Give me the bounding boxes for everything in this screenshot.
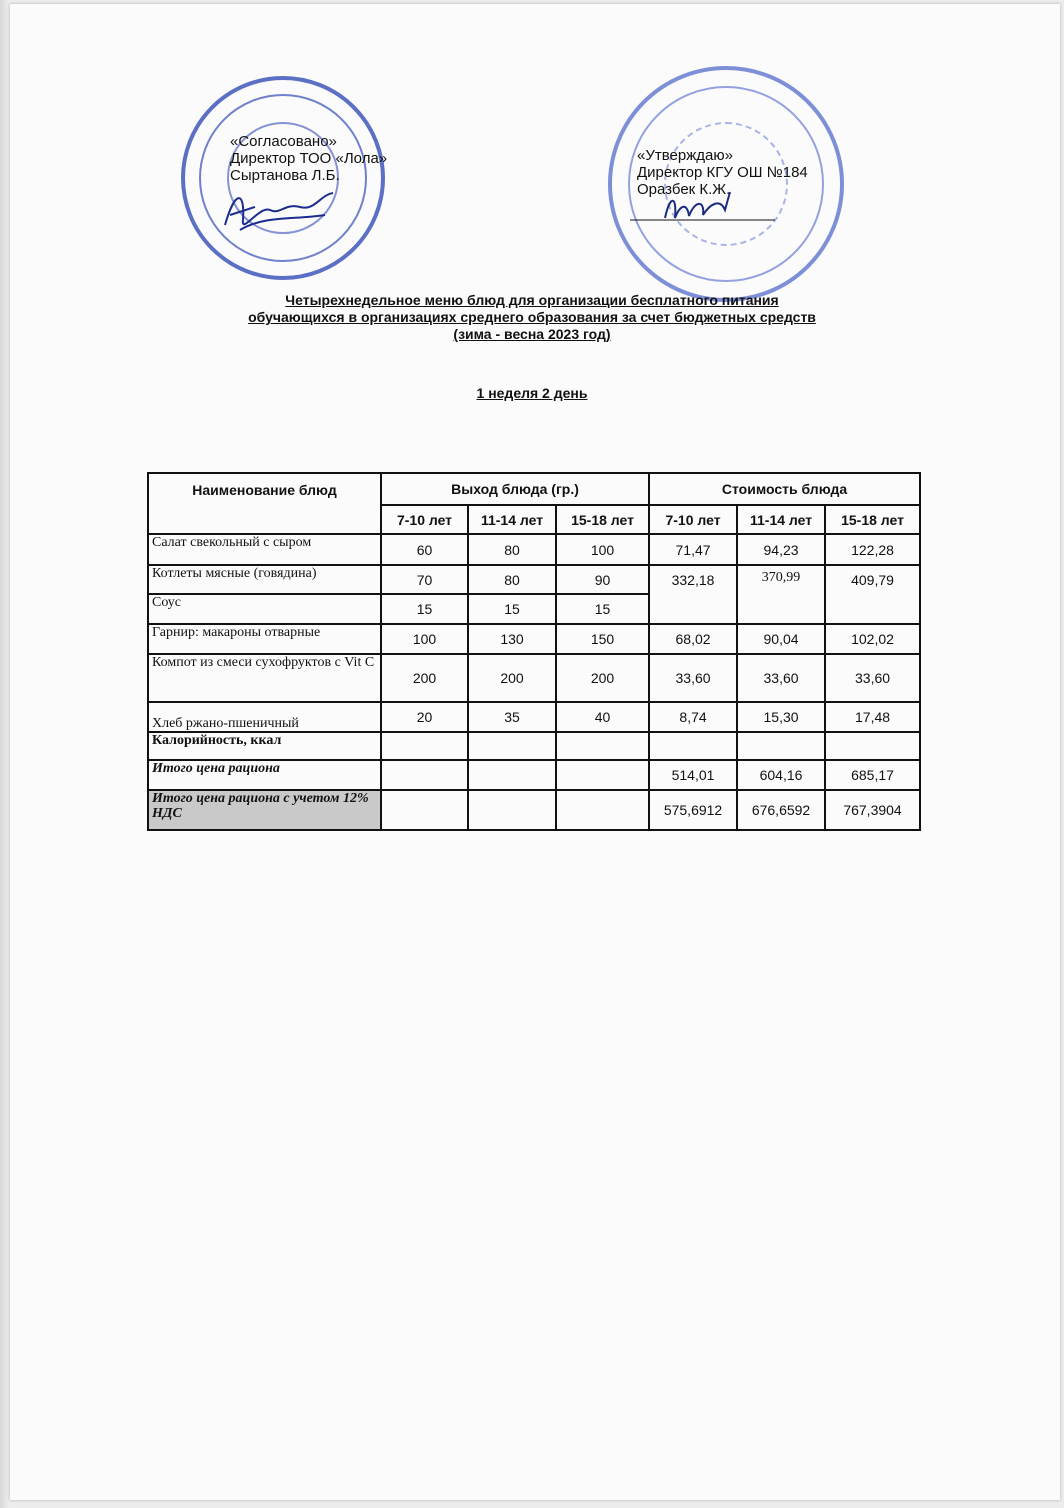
total-cost-cell: 514,01 bbox=[649, 760, 737, 790]
total-cost-cell: 685,17 bbox=[825, 760, 920, 790]
empty-cell bbox=[556, 760, 649, 790]
empty-cell bbox=[556, 790, 649, 830]
approval-right-signatory: Оразбек К.Ж. bbox=[637, 181, 731, 198]
calories-label: Калорийность, ккал bbox=[148, 732, 381, 760]
yield-cell: 35 bbox=[468, 702, 556, 732]
yield-age-7-10: 7-10 лет bbox=[381, 505, 468, 534]
menu-table bbox=[147, 472, 921, 831]
yield-cell: 15 bbox=[381, 594, 468, 624]
table-row bbox=[148, 654, 920, 702]
cost-cell: 102,02 bbox=[825, 624, 920, 654]
total-vat-row bbox=[148, 790, 920, 830]
yield-cell: 20 bbox=[381, 702, 468, 732]
dish-name: Соус bbox=[148, 594, 381, 624]
cost-cell: 71,47 bbox=[649, 534, 737, 565]
cost-cell: 33,60 bbox=[825, 654, 920, 702]
yield-cell: 200 bbox=[556, 654, 649, 702]
cost-cell: 17,48 bbox=[825, 702, 920, 732]
approval-block-left bbox=[230, 133, 387, 184]
cost-age-15-18: 15-18 лет bbox=[825, 505, 920, 534]
yield-age-11-14: 11-14 лет bbox=[468, 505, 556, 534]
empty-cell bbox=[649, 732, 737, 760]
dish-name: Хлеб ржано-пшеничный bbox=[148, 702, 381, 732]
yield-cell: 150 bbox=[556, 624, 649, 654]
yield-cell: 15 bbox=[556, 594, 649, 624]
yield-cell: 100 bbox=[381, 624, 468, 654]
col-header-yield: Выход блюда (гр.) bbox=[381, 473, 649, 505]
cost-cell: 409,79 bbox=[825, 565, 920, 624]
approval-right-position: Директор КГУ ОШ №184 bbox=[637, 164, 808, 181]
total-vat-cost-cell: 575,6912 bbox=[649, 790, 737, 830]
yield-cell: 200 bbox=[468, 654, 556, 702]
total-row bbox=[148, 760, 920, 790]
empty-cell bbox=[825, 732, 920, 760]
empty-cell bbox=[381, 732, 468, 760]
document-title bbox=[0, 292, 1064, 343]
empty-cell bbox=[468, 732, 556, 760]
yield-cell: 90 bbox=[556, 565, 649, 594]
cost-cell: 94,23 bbox=[737, 534, 825, 565]
table-row bbox=[148, 565, 920, 594]
title-line-3: (зима - весна 2023 год) bbox=[453, 326, 611, 342]
scan-edge bbox=[0, 0, 10, 1508]
empty-cell bbox=[468, 760, 556, 790]
cost-cell: 15,30 bbox=[737, 702, 825, 732]
total-label: Итого цена рациона bbox=[148, 760, 381, 790]
yield-cell: 15 bbox=[468, 594, 556, 624]
header-row-1 bbox=[148, 473, 920, 505]
cost-cell: 332,18 bbox=[649, 565, 737, 624]
approval-left-position: Директор ТОО «Лола» bbox=[230, 150, 388, 167]
approval-right-title: «Утверждаю» bbox=[637, 147, 733, 164]
total-vat-cost-cell: 767,3904 bbox=[825, 790, 920, 830]
col-header-name: Наименование блюд bbox=[148, 473, 381, 534]
empty-cell bbox=[468, 790, 556, 830]
table-row bbox=[148, 534, 920, 565]
empty-cell bbox=[381, 790, 468, 830]
calories-row bbox=[148, 732, 920, 760]
empty-cell bbox=[556, 732, 649, 760]
yield-cell: 40 bbox=[556, 702, 649, 732]
total-vat-cost-cell: 676,6592 bbox=[737, 790, 825, 830]
yield-cell: 130 bbox=[468, 624, 556, 654]
dish-name: Компот из смеси сухофруктов с Vit C bbox=[148, 654, 381, 702]
cost-cell: 90,04 bbox=[737, 624, 825, 654]
approval-left-title: «Согласовано» bbox=[230, 133, 337, 150]
signature-right bbox=[625, 190, 785, 230]
total-vat-label: Итого цена рациона с учетом 12% НДС bbox=[148, 790, 381, 830]
total-cost-cell: 604,16 bbox=[737, 760, 825, 790]
yield-cell: 100 bbox=[556, 534, 649, 565]
table-row bbox=[148, 624, 920, 654]
dish-name: Котлеты мясные (говядина) bbox=[148, 565, 381, 594]
yield-cell: 80 bbox=[468, 565, 556, 594]
cost-age-7-10: 7-10 лет bbox=[649, 505, 737, 534]
yield-cell: 80 bbox=[468, 534, 556, 565]
title-line-2: обучающихся в организациях среднего образования за счет бюджетных средств bbox=[248, 309, 816, 325]
yield-cell: 70 bbox=[381, 565, 468, 594]
col-header-cost: Стоимость блюда bbox=[649, 473, 920, 505]
cost-cell: 8,74 bbox=[649, 702, 737, 732]
week-day-label: 1 неделя 2 день bbox=[476, 385, 588, 401]
yield-cell: 60 bbox=[381, 534, 468, 565]
empty-cell bbox=[737, 732, 825, 760]
cost-age-11-14: 11-14 лет bbox=[737, 505, 825, 534]
approval-left-signatory: Сыртанова Л.Б. bbox=[230, 167, 340, 184]
signature-left bbox=[215, 185, 345, 240]
empty-cell bbox=[381, 760, 468, 790]
cost-cell: 122,28 bbox=[825, 534, 920, 565]
week-day-heading bbox=[0, 385, 1064, 402]
cost-cell: 33,60 bbox=[649, 654, 737, 702]
title-line-1: Четырехнедельное меню блюд для организации бесплатного питания bbox=[285, 292, 779, 308]
dish-name: Гарнир: макароны отварные bbox=[148, 624, 381, 654]
table-row bbox=[148, 702, 920, 732]
dish-name: Салат свекольный с сыром bbox=[148, 534, 381, 565]
yield-age-15-18: 15-18 лет bbox=[556, 505, 649, 534]
cost-cell: 68,02 bbox=[649, 624, 737, 654]
cost-cell: 33,60 bbox=[737, 654, 825, 702]
cost-cell: 370,99 bbox=[737, 565, 825, 624]
yield-cell: 200 bbox=[381, 654, 468, 702]
